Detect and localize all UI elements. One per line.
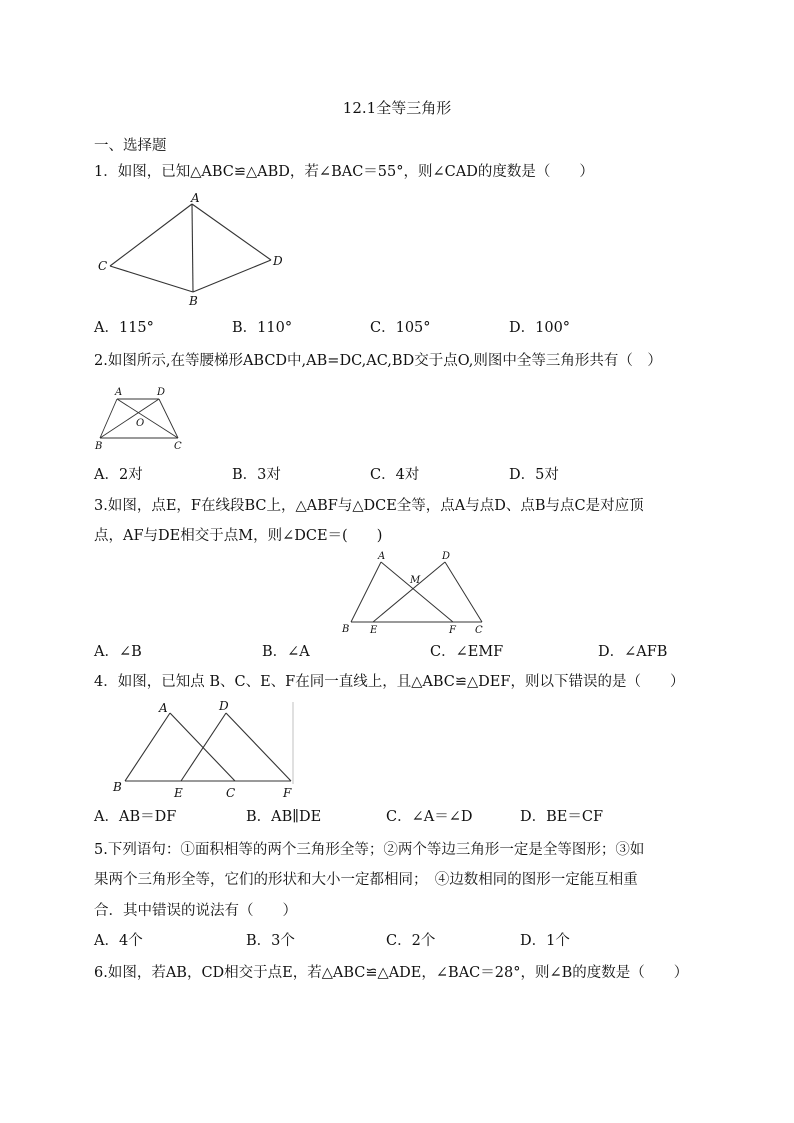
fig2-label-d: D — [157, 387, 166, 398]
question-1-option-c: C．105° — [370, 320, 431, 336]
question-5-option-c: C．2个 — [386, 933, 436, 949]
fig2-label-c: C — [174, 441, 182, 452]
question-3-option-a: A．∠B — [94, 644, 142, 660]
document-title: 12.1全等三角形 — [342, 99, 452, 117]
fig3-label-a: A — [378, 551, 386, 562]
question-1-figure — [92, 188, 292, 310]
fig4-label-d: D — [219, 699, 229, 713]
question-5-option-d: D．1个 — [520, 933, 570, 949]
fig2-label-a: A — [115, 387, 123, 398]
fig4-label-b: B — [113, 780, 122, 794]
fig3-label-c: C — [475, 625, 483, 636]
question-1-stem: 1．如图，已知△ABC≌△ABD，若∠BAC＝55°，则∠CAD的度数是（ ） — [94, 164, 594, 180]
fig4-label-c: C — [226, 786, 236, 800]
question-4-option-c: C．∠A＝∠D — [386, 809, 473, 825]
question-2-option-b: B．3对 — [232, 467, 281, 483]
question-5-option-b: B．3个 — [246, 933, 295, 949]
fig1-label-a: A — [191, 191, 200, 205]
question-3-figure — [338, 548, 498, 640]
question-3-option-d: D．∠AFB — [598, 644, 668, 660]
fig4-label-f: F — [283, 786, 292, 800]
question-2-stem: 2.如图所示,在等腰梯形ABCD中,AB=DC,AC,BD交于点O,则图中全等三角形共有（ ） — [94, 353, 662, 369]
question-1-option-a: A．115° — [94, 320, 154, 336]
fig1-label-c: C — [98, 259, 108, 273]
question-3-option-c: C．∠EMF — [430, 644, 504, 660]
question-4-option-d: D．BE＝CF — [520, 809, 604, 825]
question-4-figure — [108, 698, 308, 802]
question-3-option-b: B．∠A — [262, 644, 310, 660]
question-2-option-d: D．5对 — [509, 467, 559, 483]
question-6-stem: 6.如图，若AB，CD相交于点E，若△ABC≌△ADE，∠BAC＝28°，则∠B的度数是（ ） — [94, 965, 689, 981]
fig3-label-f: F — [449, 625, 456, 636]
fig3-label-b: B — [342, 624, 350, 635]
question-5-stem-line-3: 合．其中错误的说法有（ ） — [94, 903, 297, 919]
fig4-label-e: E — [174, 786, 183, 800]
question-1-option-b: B．110° — [232, 320, 293, 336]
question-4-option-b: B．AB∥DE — [246, 809, 322, 825]
question-5-stem-line-1: 5.下列语句：①面积相等的两个三角形全等；②两个等边三角形一定是全等图形；③如 — [94, 842, 645, 858]
section-heading: 一、选择题 — [94, 138, 167, 154]
question-5-option-a: A．4个 — [94, 933, 143, 949]
fig2-label-b: B — [95, 441, 103, 452]
question-2-option-c: C．4对 — [370, 467, 420, 483]
question-3-stem-line-2: 点，AF与DE相交于点M，则∠DCE＝( ) — [94, 528, 383, 544]
fig1-label-b: B — [189, 294, 198, 308]
question-1-option-d: D．100° — [509, 320, 571, 336]
fig3-label-m: M — [410, 575, 421, 586]
fig1-label-d: D — [273, 254, 283, 268]
question-5-stem-line-2: 果两个三角形全等，它们的形状和大小一定都相同； ④边数相同的图形一定能互相重 — [94, 872, 638, 888]
fig2-label-o: O — [136, 418, 145, 429]
question-2-option-a: A．2对 — [94, 467, 143, 483]
question-4-option-a: A．AB＝DF — [94, 809, 177, 825]
fig4-label-a: A — [159, 701, 168, 715]
question-4-stem: 4．如图，已知点 B、C、E、F在同一直线上，且△ABC≌△DEF，则以下错误的是（ ） — [94, 674, 685, 690]
question-3-stem-line-1: 3.如图，点E，F在线段BC上，△ABF与△DCE全等，点A与点D、点B与点C是对应顶 — [94, 498, 644, 514]
fig3-label-e: E — [370, 625, 378, 636]
question-2-figure — [92, 383, 192, 455]
fig3-label-d: D — [442, 551, 451, 562]
